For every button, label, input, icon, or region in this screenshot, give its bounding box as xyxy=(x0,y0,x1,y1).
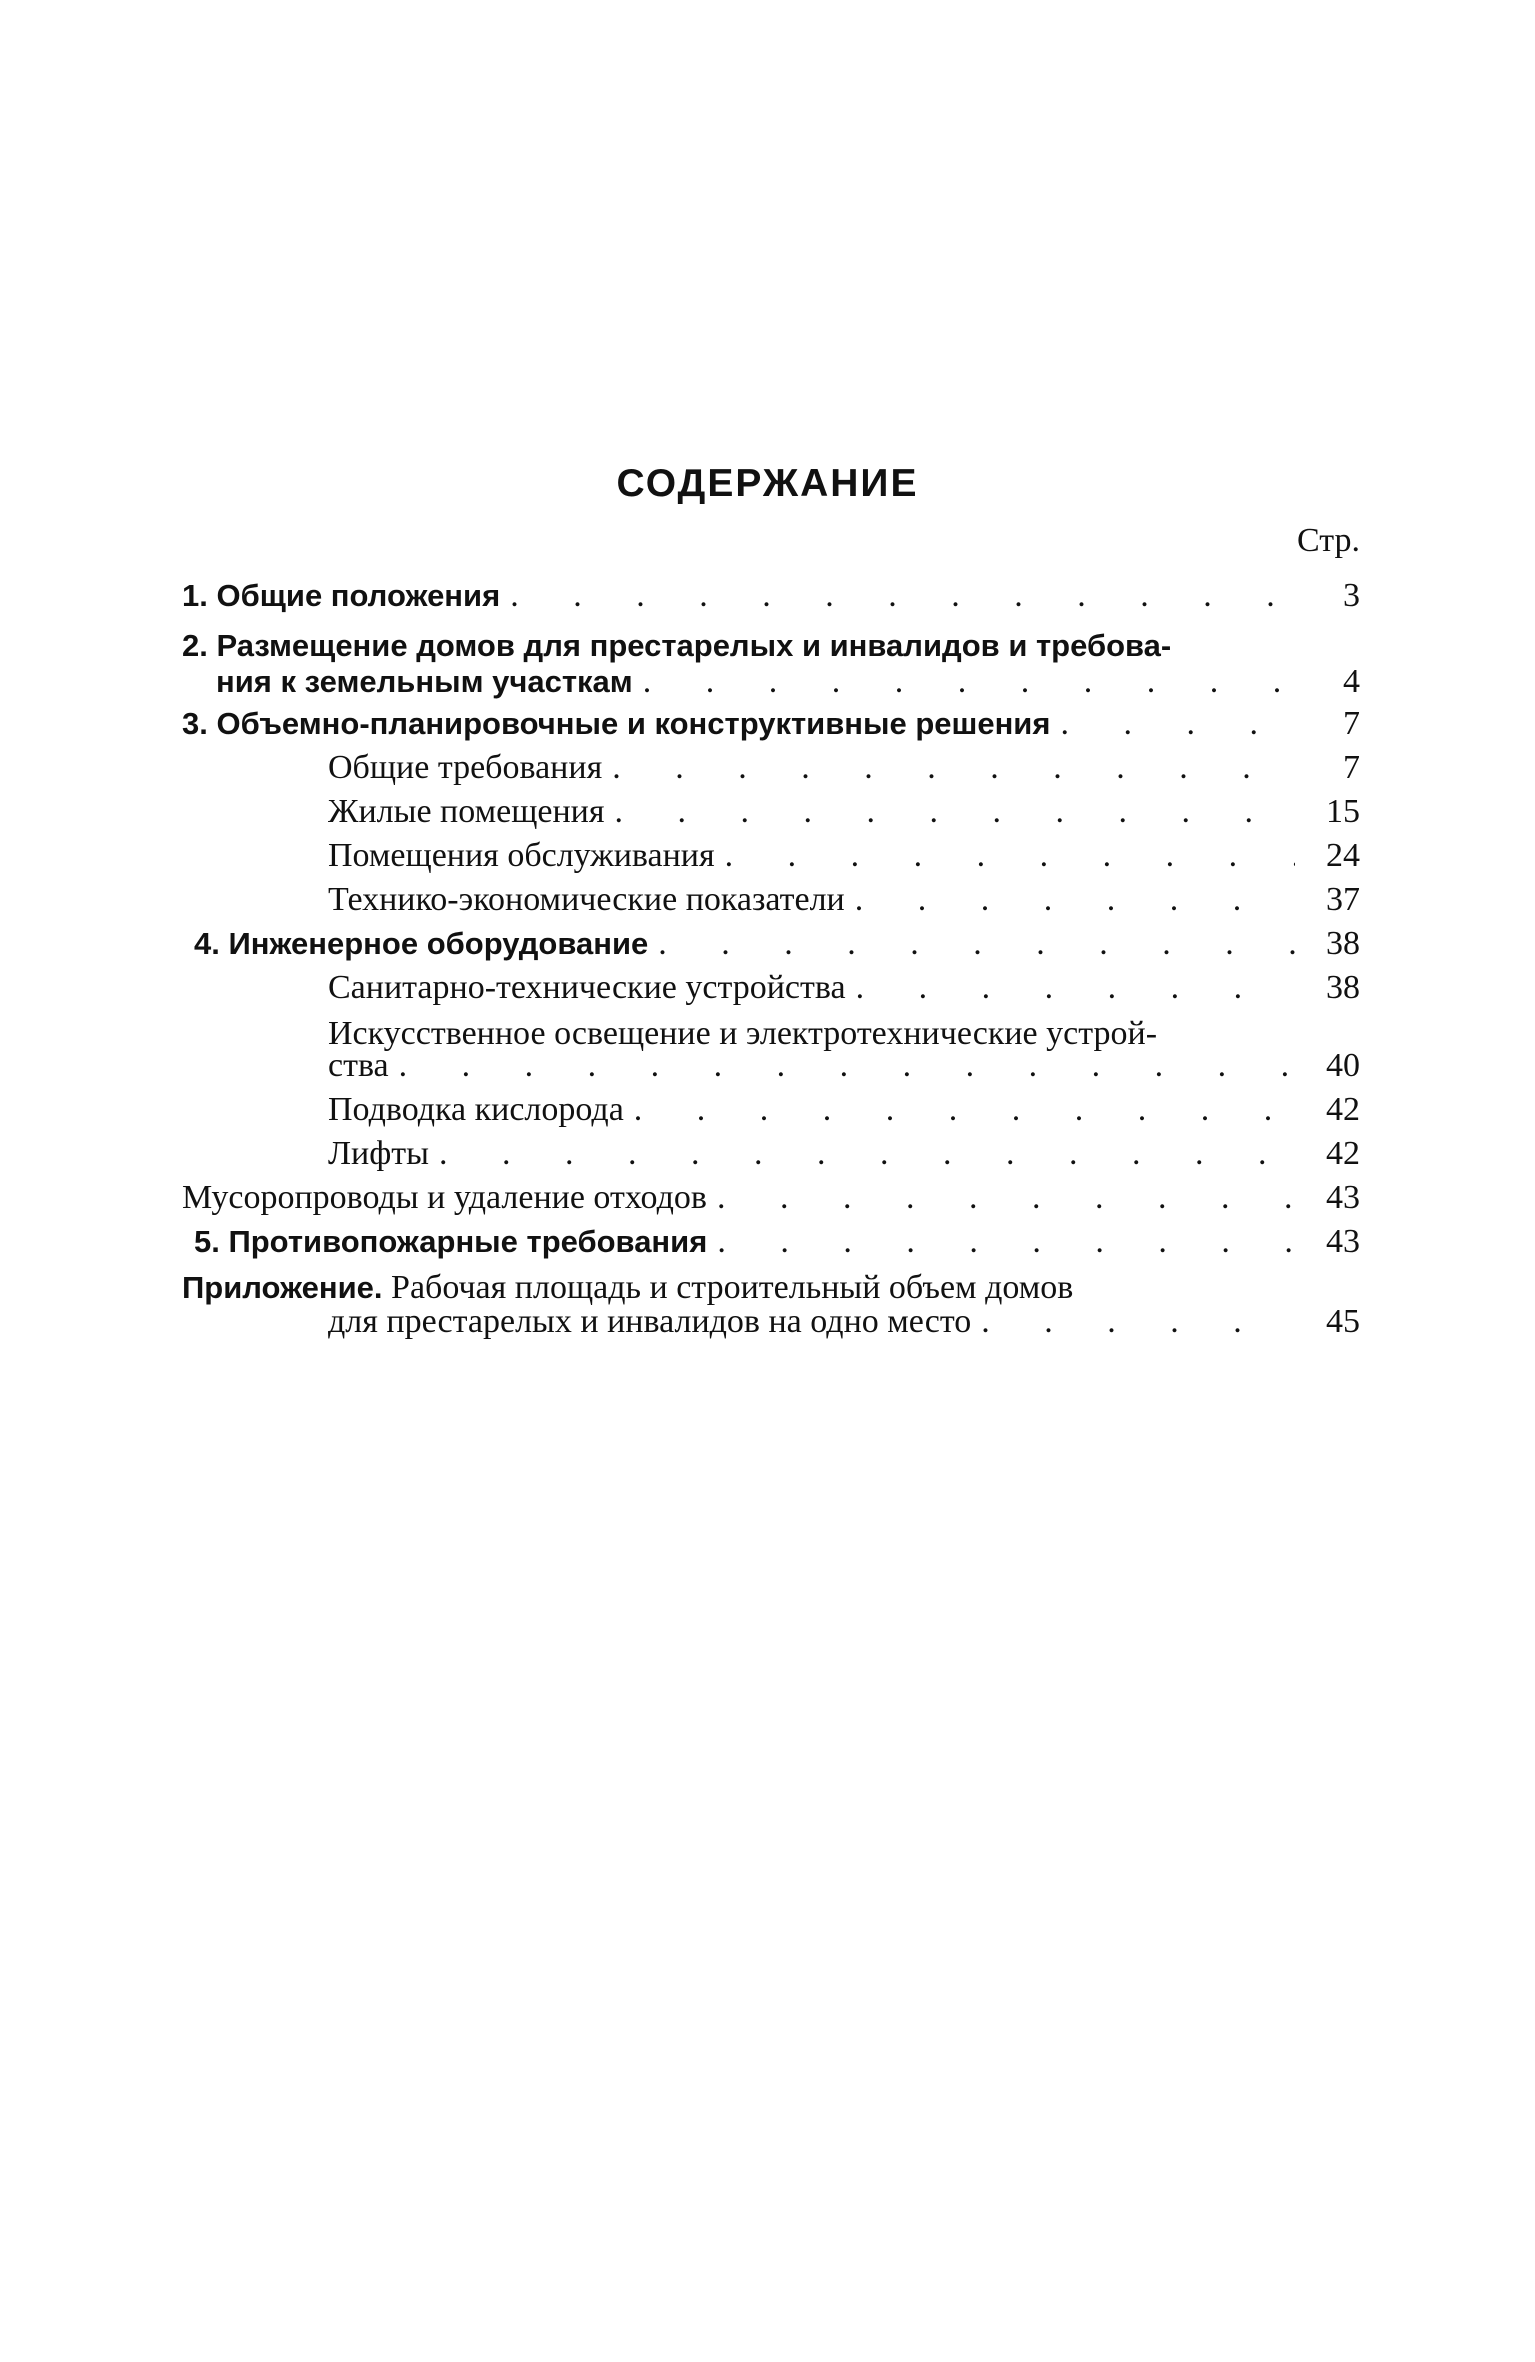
toc-entry-placement[interactable] xyxy=(0,658,1535,702)
toc-entry-living-rooms[interactable] xyxy=(0,788,1535,832)
toc-page-number: 38 xyxy=(1326,925,1360,962)
toc-entry-text-line1: 2. Размещение домов для престарелых и инвалидов и требова- xyxy=(182,628,1172,663)
toc-entry-text-line1: Искусственное освещение и электротехнические устрой- xyxy=(328,1015,1158,1052)
toc-entry-text-line2: для престарелых и инвалидов на одно место xyxy=(328,1303,972,1340)
toc-page-number: 40 xyxy=(1326,1047,1360,1084)
toc-page-number: 43 xyxy=(1326,1223,1360,1260)
toc-entry-text: Технико-экономические показатели xyxy=(328,881,845,918)
toc-entry-service-rooms[interactable] xyxy=(0,832,1535,876)
toc-page-number: 7 xyxy=(1343,705,1360,742)
toc-page-number: 45 xyxy=(1326,1303,1360,1340)
toc-entry-text: Мусоропроводы и удаление отходов xyxy=(182,1179,707,1216)
toc-entry-engineering-equipment[interactable] xyxy=(0,920,1535,964)
toc-entry-text: 1. Общие положения xyxy=(182,578,501,613)
toc-entry-text-line1: Рабочая площадь и строительный объем домов xyxy=(382,1269,1074,1306)
toc-page-number: 15 xyxy=(1326,793,1360,830)
leader-dots xyxy=(643,662,1295,702)
toc-entry-text-line2: ния к земельным участкам xyxy=(216,664,633,699)
leader-dots xyxy=(725,836,1295,876)
toc-entry-general-provisions[interactable] xyxy=(0,572,1535,616)
toc-entry-text: Лифты xyxy=(328,1135,429,1172)
toc-page-number: 38 xyxy=(1326,969,1360,1006)
leader-dots xyxy=(717,1222,1295,1262)
toc-entry-text: Помещения обслуживания xyxy=(328,837,715,874)
toc-page-number: 37 xyxy=(1326,881,1360,918)
toc-entry-text: 5. Противопожарные требования xyxy=(194,1224,708,1259)
page-title: СОДЕРЖАНИЕ xyxy=(616,462,919,505)
toc-entry-lighting[interactable] xyxy=(0,1042,1535,1086)
toc-entry-text: Санитарно-технические устройства xyxy=(328,969,846,1006)
toc-entry-elevators[interactable] xyxy=(0,1130,1535,1174)
toc-entry-oxygen-supply[interactable] xyxy=(0,1086,1535,1130)
page-column-label: Стр. xyxy=(1296,522,1360,559)
toc-entry-waste-disposal[interactable] xyxy=(0,1174,1535,1218)
toc-entry-text: Общие требования xyxy=(328,749,603,786)
toc-page-number: 7 xyxy=(1343,749,1360,786)
toc-page-number: 42 xyxy=(1326,1091,1360,1128)
leader-dots xyxy=(658,924,1295,964)
toc-page-number: 4 xyxy=(1343,663,1360,700)
toc-entry-text: 3. Объемно-планировочные и конструктивные решения xyxy=(182,706,1051,741)
toc-page-number: 42 xyxy=(1326,1135,1360,1172)
toc-entry-general-requirements[interactable] xyxy=(0,744,1535,788)
leader-dots xyxy=(856,968,1295,1008)
toc-entry-text: Жилые помещения xyxy=(328,793,605,830)
toc-page-number: 43 xyxy=(1326,1179,1360,1216)
leader-dots xyxy=(1060,704,1295,744)
toc-page-number: 3 xyxy=(1343,577,1360,614)
toc-entry-text: Подводка кислорода xyxy=(328,1091,624,1128)
leader-dots xyxy=(615,792,1295,832)
leader-dots xyxy=(981,1302,1295,1342)
leader-dots xyxy=(717,1178,1295,1218)
toc-entry-planning-solutions[interactable] xyxy=(0,700,1535,744)
appendix-label: Приложение. xyxy=(182,1270,383,1305)
toc-page-number: 24 xyxy=(1326,837,1360,874)
toc-entry-sanitary-devices[interactable] xyxy=(0,964,1535,1008)
leader-dots xyxy=(855,880,1295,920)
leader-dots xyxy=(612,748,1295,788)
leader-dots xyxy=(439,1134,1295,1174)
toc-entry-text: 4. Инженерное оборудование xyxy=(194,926,649,961)
leader-dots xyxy=(510,576,1295,616)
toc-entry-fire-safety[interactable] xyxy=(0,1218,1535,1262)
leader-dots xyxy=(399,1046,1295,1086)
toc-entry-economic-indicators[interactable] xyxy=(0,876,1535,920)
toc-entry-appendix[interactable] xyxy=(0,1298,1535,1342)
toc-entry-text-line2: ства xyxy=(328,1047,389,1084)
leader-dots xyxy=(634,1090,1295,1130)
